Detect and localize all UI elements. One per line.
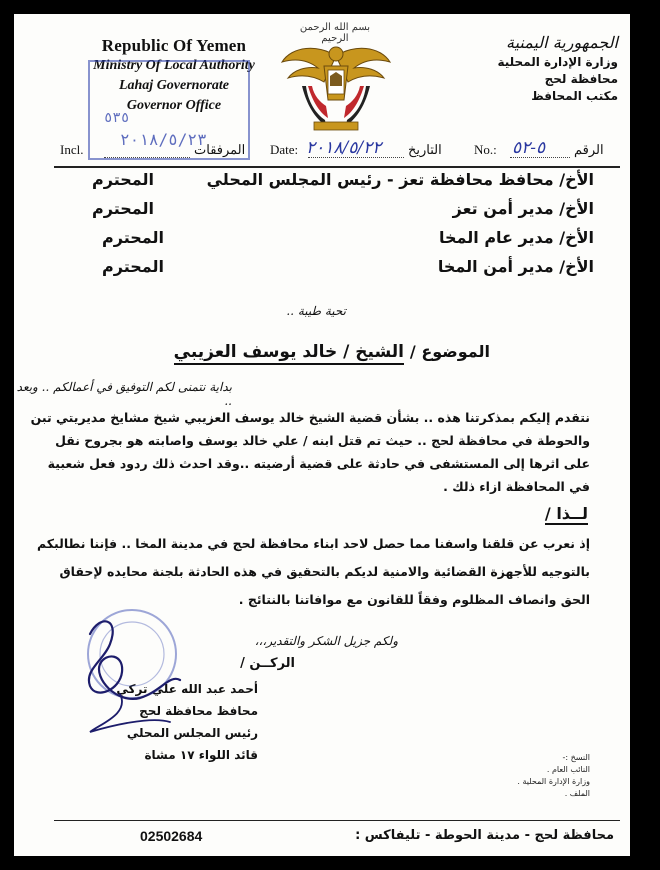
recipient-line: الأخ/ مدير عام المخا المحترم xyxy=(102,228,594,247)
incl-label: Incl. xyxy=(60,142,84,157)
recipient-line: الأخ/ مدير أمن تعز المحترم xyxy=(92,199,594,218)
republic-ar: الجمهورية اليمنية xyxy=(505,33,618,52)
signatory-name: أحمد عبد الله علي تركي xyxy=(116,682,258,696)
basmala: بسم الله الرحمن الرحيم xyxy=(299,22,371,44)
body-paragraph-2: إذ نعرب عن قلقنا واسفنا مما حصل لاحد ابناء محافظة لحج في مدينة المخا .. فإننا نطالبكم بالتوجيه للأجهزة القضائية والامنية لديكم بالتحقيق في هذه الحادثة بلجنة محايده لإحقاق الحق وانصاف المظلوم وفقاً للقانون مع موافاتنا بالنتائج . xyxy=(36,536,590,607)
attachments-label: المرفقات xyxy=(194,142,246,157)
subject-name: الشيخ / خالد يوسف العزيبي xyxy=(174,342,404,365)
stamp-date: ٢٠١٨/٥/٢٣ xyxy=(120,130,207,149)
footer xyxy=(54,826,620,848)
copies-item: النائب العام . xyxy=(546,765,590,774)
greeting: تحية طيبة .. xyxy=(286,304,346,318)
footer-fax: 02502684 xyxy=(140,828,203,844)
governorate-ar: محافظة لحج xyxy=(544,72,618,86)
therefore-heading: لــذا / xyxy=(544,504,588,523)
letter-page xyxy=(14,14,630,856)
signatory-title-1: محافظ محافظة لحج xyxy=(139,704,258,718)
republic-en: Republic Of Yemen xyxy=(101,36,247,55)
subject-line xyxy=(174,342,490,362)
copies-label: النسخ :- xyxy=(562,753,590,762)
no-label-ar: الرقم xyxy=(574,142,604,157)
footer-address: محافظة لحج - مدينة الحوطة - تليفاكس : xyxy=(355,828,614,843)
office-ar: مكتب المحافظ xyxy=(531,89,618,103)
copies-item: وزارة الإدارة المحلية . xyxy=(517,777,590,786)
governorate-en: Lahaj Governorate xyxy=(118,78,230,93)
signatory-title-3: قائد اللواء ١٧ مشاة xyxy=(144,748,258,762)
no-value: ٥-٥٢ xyxy=(512,138,546,158)
body-paragraph-1: نتقدم إليكم بمذكرتنا هذه .. بشأن قضية الشيخ خالد يوسف العزيبي شيخ مشايخ مديريتي تبن والحوطة في محافظة لحج .. حيث تم قتل ابنه / علي خالد يوسف واصابته هو بجروح نقل على اثرها إلى المستشفى في حادثة على قضية أرضيته ..وقد احدث ذلك ردود فعل شعبية في المحافظة ازاء ذلك . xyxy=(30,410,590,494)
date-dotted-line xyxy=(308,156,404,158)
ministry-ar: وزارة الإدارة المحلية xyxy=(497,55,618,69)
date-label-ar: التاريخ xyxy=(408,142,442,157)
yemen-eagle-emblem-icon xyxy=(278,36,394,136)
footer-rule xyxy=(54,820,620,821)
closing-line: ولكم جزيل الشكر والتقدير،،، xyxy=(254,634,398,648)
opening-line: بداية نتمنى لكم التوفيق في أعمالكم .. وبعد .. xyxy=(16,380,232,408)
incl-dotted-line xyxy=(104,156,190,158)
stamp-number: ٥٣٥ xyxy=(104,110,130,126)
copies-item: الملف . xyxy=(564,789,590,798)
no-label: No.: xyxy=(474,142,497,157)
official-seal-and-signature-icon xyxy=(60,594,210,744)
date-label: Date: xyxy=(270,142,299,157)
arabic-letterhead xyxy=(458,32,618,105)
ministry-en: Ministry Of Local Authority xyxy=(93,58,255,73)
office-en: Governor Office xyxy=(126,98,222,113)
copies-list xyxy=(450,752,590,800)
date-value: ٢٠١٨/٥/٢٢ xyxy=(306,138,382,158)
recipients-list xyxy=(64,170,594,286)
rukn-label: الركــن / xyxy=(240,656,295,671)
recipient-line: الأخ/ مدير أمن المخا المحترم xyxy=(102,257,594,276)
signatory-title-2: رئيس المجلس المحلي xyxy=(126,726,258,740)
reference-row xyxy=(54,138,620,164)
recipient-line: الأخ/ محافظ محافظة تعز - رئيس المجلس المحلي المحترم xyxy=(92,170,594,189)
header-rule xyxy=(54,166,620,168)
no-dotted-line xyxy=(510,156,570,158)
subject-label: الموضوع / xyxy=(409,342,490,361)
